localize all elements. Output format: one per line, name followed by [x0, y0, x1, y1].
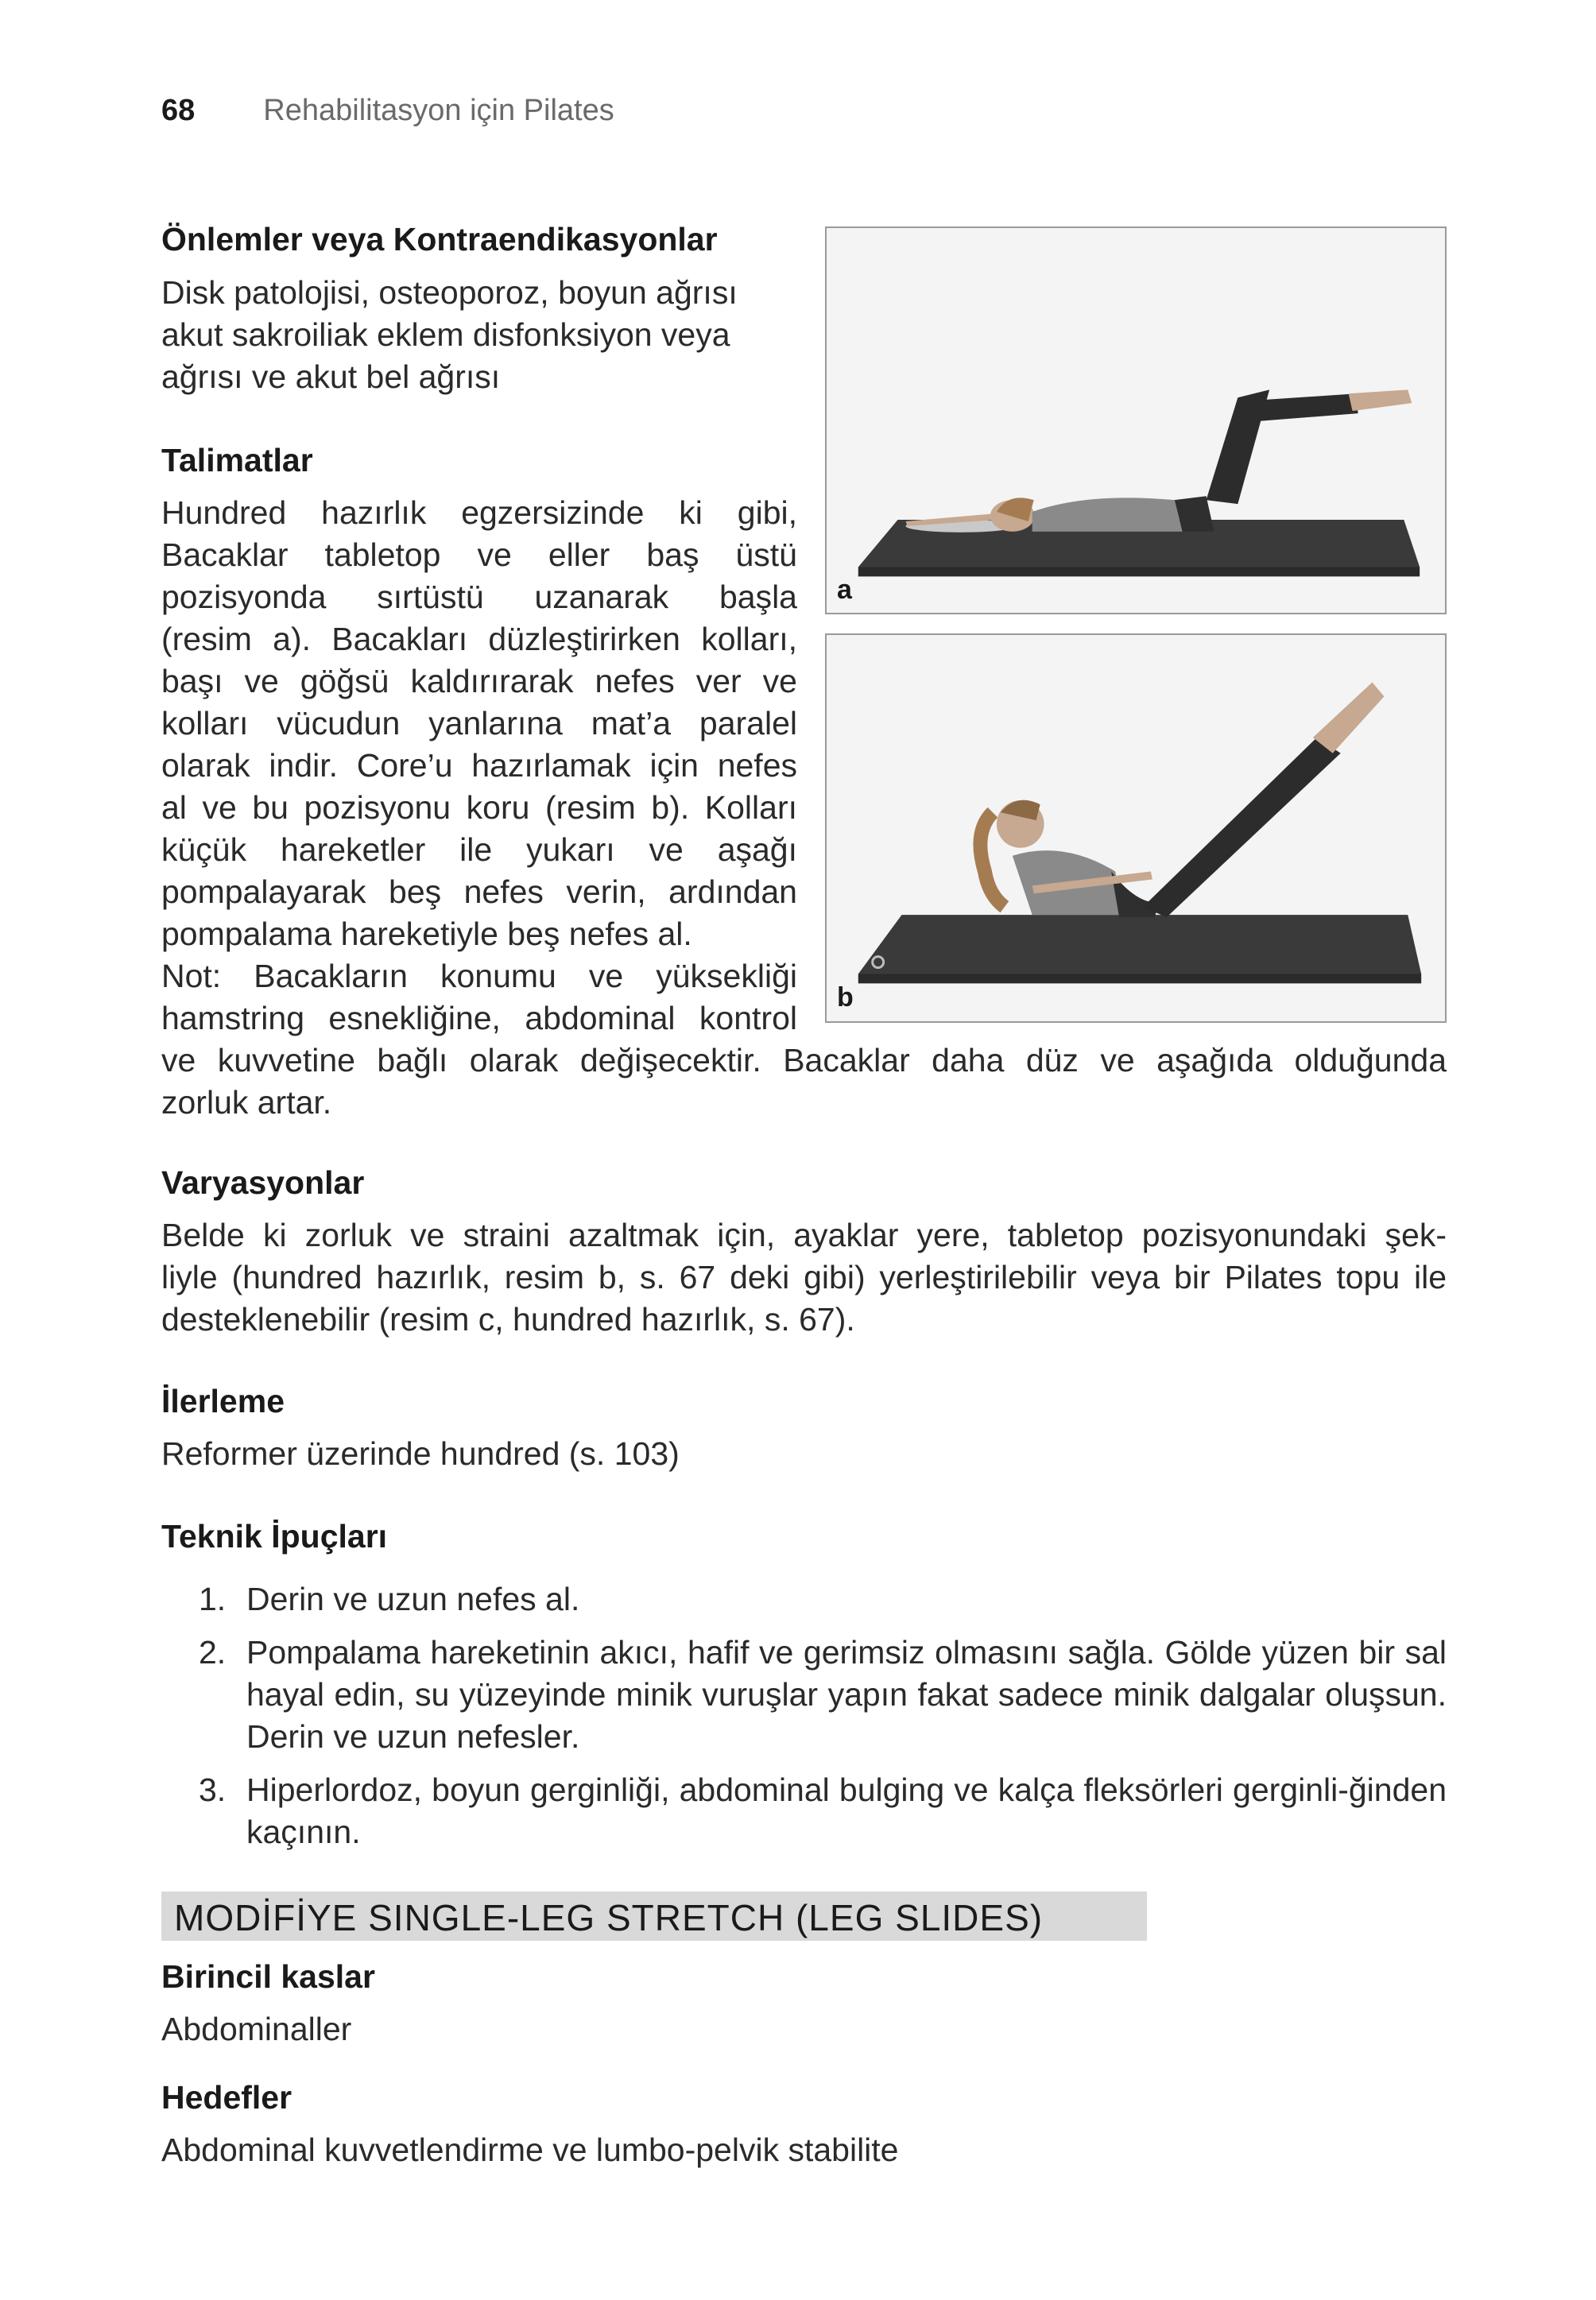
precautions-heading: Önlemler veya Kontraendikasyonlar	[161, 221, 718, 257]
figure-a-photo	[825, 227, 1447, 614]
figure-b-illustration	[827, 635, 1445, 1021]
instructions-line: kolları vücudun yanlarına mat’a paralel	[161, 705, 797, 741]
instructions-line: küçük hareketler ile yukarı ve aşağı	[161, 831, 797, 868]
goals-text: Abdominal kuvvetlendirme ve lumbo-pelvik stabilite	[161, 2132, 899, 2168]
instructions-line: pozisyonda sırtüstü uzanarak başla	[161, 579, 797, 615]
running-title: Rehabilitasyon için Pilates	[263, 94, 614, 127]
list-item-text: Derin ve uzun nefes al.	[246, 1581, 580, 1617]
instructions-line: al ve bu pozisyonu koru (resim b). Kolları	[161, 789, 797, 826]
list-item	[199, 1632, 1447, 1758]
list-item-number: 1.	[199, 1581, 227, 1617]
list-item-number: 2.	[199, 1634, 227, 1671]
instructions-line: Not: Bacakların konumu ve yüksekliği	[161, 958, 797, 994]
instructions-line: pompalama hareketiyle beş nefes al.	[161, 916, 692, 952]
list-item-text: Pompalama hareketinin akıcı, hafif ve gerimsiz olmasını sağla. Gölde yüzen bir sal hayal edin, su yüzeyinde minik vuruşlar yapın fakat sadece minik dalgalar oluşsun. Derin ve uzun nefesler.	[246, 1634, 1447, 1755]
list-item-text: Hiperlordoz, boyun gerginliği, abdominal bulging ve kalça fleksörleri gerginli-ğinden kaçının.	[246, 1771, 1447, 1850]
page-number: 68	[161, 94, 196, 127]
precautions-line: ağrısı ve akut bel ağrısı	[161, 358, 501, 395]
primary-muscles-text: Abdominaller	[161, 2011, 352, 2047]
variations-line: desteklenebilir (resim c, hundred hazırlık, s. 67).	[161, 1301, 855, 1338]
instructions-line: hamstring esnekliğine, abdominal kontrol	[161, 1000, 797, 1036]
variations-line: Belde ki zorluk ve straini azaltmak için, ayaklar yere, tabletop pozisyonundaki şek-	[161, 1217, 1447, 1253]
instructions-line: zorluk artar.	[161, 1084, 332, 1121]
instructions-heading: Talimatlar	[161, 442, 313, 478]
technique-tips-list	[199, 1578, 1447, 1864]
instructions-line: Hundred hazırlık egzersizinde ki gibi,	[161, 494, 797, 531]
progression-heading: İlerleme	[161, 1383, 285, 1419]
instructions-line: (resim a). Bacakları düzleştirirken kolları,	[161, 621, 797, 657]
figure-a-illustration	[827, 228, 1445, 613]
variations-text	[161, 1214, 1447, 1341]
instructions-text	[161, 492, 797, 1040]
variations-heading: Varyasyonlar	[161, 1164, 365, 1201]
instructions-line: ve kuvvetine bağlı olarak değişecektir. Bacaklar daha düz ve aşağıda olduğunda	[161, 1042, 1447, 1078]
section-title: MODİFİYE SINGLE-LEG STRETCH (LEG SLIDES)	[174, 1897, 1044, 1938]
instructions-continuation	[161, 1040, 1447, 1124]
figure-b-label: b	[837, 982, 854, 1013]
figure-a-label: a	[837, 575, 852, 605]
list-item	[199, 1769, 1447, 1853]
technique-tips-heading: Teknik İpuçları	[161, 1518, 388, 1555]
primary-muscles-heading: Birincil kaslar	[161, 1958, 375, 1995]
instructions-line: pompalayarak beş nefes verin, ardından	[161, 873, 797, 910]
precautions-line: akut sakroiliak eklem disfonksiyon veya	[161, 316, 730, 353]
list-item-number: 3.	[199, 1771, 227, 1808]
precautions-text	[161, 272, 797, 398]
precautions-line: Disk patolojisi, osteoporoz, boyun ağrısı	[161, 274, 738, 311]
instructions-line: Bacaklar tabletop ve eller baş üstü	[161, 536, 797, 573]
page-header	[161, 94, 614, 128]
progression-text: Reformer üzerinde hundred (s. 103)	[161, 1435, 680, 1472]
goals-heading: Hedefler	[161, 2079, 292, 2116]
list-item	[199, 1578, 1447, 1620]
figure-b-photo	[825, 633, 1447, 1023]
instructions-line: başı ve göğsü kaldırırarak nefes ver ve	[161, 663, 797, 699]
instructions-line: olarak indir. Core’u hazırlamak için nefes	[161, 747, 797, 784]
variations-line: liyle (hundred hazırlık, resim b, s. 67 deki gibi) yerleştirilebilir veya bir Pilates topu ile	[161, 1259, 1447, 1295]
section-title-banner	[161, 1891, 1147, 1941]
